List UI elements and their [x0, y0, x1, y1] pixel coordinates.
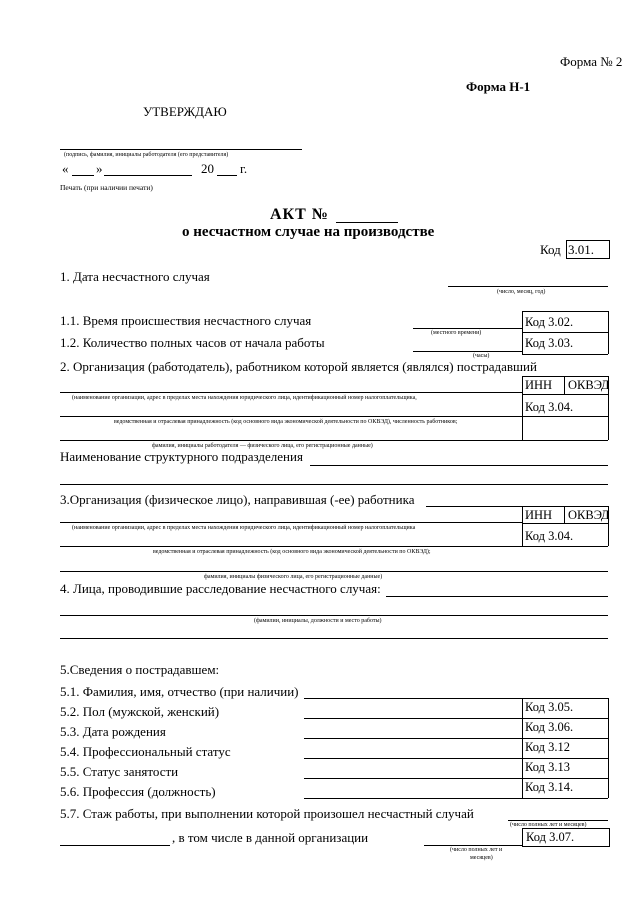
form-number-2: Форма № 2: [560, 54, 623, 69]
victim-code-box[interactable]: [522, 698, 608, 798]
form-number-h1: Форма Н-1: [466, 79, 531, 94]
victim-org-experience-caption-2: месяцев): [470, 855, 493, 861]
box-border: [564, 506, 565, 523]
victim-experience-label: 5.7. Стаж работы, при выполнении которой произошел несчастный случай: [60, 806, 474, 821]
code-3-13: Код 3.13: [525, 760, 570, 774]
accident-date-caption: (число, месяц, год): [497, 289, 546, 295]
sending-org-person-field[interactable]: [60, 571, 608, 572]
year-field[interactable]: [217, 175, 237, 176]
employer-caption-1: (наименование организации, адрес в пределах места нахождения юридического лица, идентификационный номер налогоплательщика,: [72, 395, 417, 401]
victim-experience-caption: (число полных лет и месяцев): [510, 822, 587, 828]
employer-code-3-04: Код 3.04.: [525, 400, 574, 414]
accident-time-field[interactable]: [413, 328, 523, 329]
code-3-03: Код 3.03.: [525, 336, 574, 350]
sending-org-name-field[interactable]: [60, 522, 522, 523]
code-box-divider: [608, 311, 609, 354]
box-border: [522, 758, 608, 759]
victim-name-label: 5.1. Фамилия, имя, отчество (при наличии): [60, 684, 299, 699]
code-3-14: Код 3.14.: [525, 780, 574, 794]
box-border: [522, 778, 608, 779]
code-3-06: Код 3.06.: [525, 720, 574, 734]
approve-heading: УТВЕРЖДАЮ: [143, 104, 227, 119]
subdivision-field[interactable]: [310, 465, 608, 466]
victim-sex-field[interactable]: [304, 718, 522, 719]
accident-time-caption: (местного времени): [431, 330, 482, 336]
investigators-caption: (фамилии, инициалы, должности и место работы): [254, 618, 382, 624]
day-field[interactable]: [72, 175, 94, 176]
code-3-02: Код 3.02.: [525, 315, 574, 329]
work-hours-caption: (часы): [473, 353, 490, 359]
sending-org-code-3-04: Код 3.04.: [525, 529, 574, 543]
title-code-box[interactable]: [566, 240, 610, 259]
employer-industry-field[interactable]: [60, 416, 522, 417]
investigators-field[interactable]: [386, 596, 608, 597]
victim-birth-field[interactable]: [304, 738, 522, 739]
victim-employment-field[interactable]: [304, 778, 522, 779]
accident-date-field[interactable]: [448, 286, 608, 287]
year-prefix: 20: [201, 161, 214, 176]
code-3-07: Код 3.07.: [526, 830, 575, 844]
seal-note: Печать (при наличии печати): [60, 183, 153, 192]
box-border: [522, 416, 608, 417]
sending-org-okved-label: ОКВЭД: [568, 508, 610, 522]
subdivision-field-2[interactable]: [60, 484, 608, 485]
date-quote-open: «: [62, 161, 69, 176]
employer-person-field[interactable]: [60, 440, 522, 441]
code-3-05: Код 3.05.: [525, 700, 574, 714]
victim-profession-field[interactable]: [304, 798, 522, 799]
work-hours-field[interactable]: [413, 351, 523, 352]
victim-info-label: 5.Сведения о пострадавшем:: [60, 662, 220, 677]
investigators-label: 4. Лица, проводившие расследование несчастного случая:: [60, 581, 381, 596]
victim-org-experience-caption-1: (число полных лет и: [450, 847, 503, 853]
act-number-field[interactable]: [336, 222, 398, 223]
sending-org-inn-label: ИНН: [525, 508, 553, 522]
investigators-field-3[interactable]: [60, 638, 608, 639]
victim-birth-label: 5.3. Дата рождения: [60, 724, 166, 739]
victim-org-experience-label: , в том числе в данной организации: [172, 830, 369, 845]
signature-caption: (подпись, фамилия, инициалы работодателя (его представителя): [64, 152, 229, 158]
signature-line[interactable]: [60, 149, 302, 150]
victim-employment-label: 5.5. Статус занятости: [60, 764, 179, 779]
employer-inn-label: ИНН: [525, 378, 553, 392]
sending-org-caption-1: (наименование организации, адрес в пределах места нахождения юридического лица, идентификационный номер налогоплательщика: [72, 525, 416, 531]
title-code-value: 3.01.: [568, 242, 594, 257]
box-border: [564, 376, 565, 394]
code-box-border: [522, 311, 608, 312]
code-box-border: [522, 354, 608, 355]
employer-name-field[interactable]: [60, 392, 522, 393]
victim-profession-label: 5.6. Профессия (должность): [60, 784, 216, 799]
code-3-12: Код 3.12: [525, 740, 570, 754]
box-border: [522, 506, 608, 507]
work-hours-label: 1.2. Количество полных часов от начала работы: [60, 335, 325, 350]
investigators-field-2[interactable]: [60, 615, 608, 616]
box-border: [522, 376, 608, 377]
employer-caption-2: ведомственная и отраслевая принадлежность (код основного вида экономической деятельности по ОКВЭД), численность работников;: [114, 419, 458, 425]
victim-experience-field[interactable]: [508, 820, 608, 821]
sending-org-industry-field[interactable]: [60, 546, 522, 547]
year-suffix: г.: [240, 161, 248, 176]
act-subtitle: о несчастном случае на производстве: [182, 224, 435, 240]
box-border: [608, 698, 609, 798]
sending-org-caption-3: фамилия, инициалы физического лица, его регистрационные данные): [204, 574, 383, 580]
accident-date-label: 1. Дата несчастного случая: [60, 269, 210, 284]
sending-org-label: 3.Организация (физическое лицо), направившая (-ее) работника: [60, 492, 415, 507]
box-border: [522, 546, 608, 547]
box-border: [522, 523, 608, 524]
employer-label: 2. Организация (работодатель), работником которой является (являлся) пострадавший: [60, 359, 537, 374]
victim-sex-label: 5.2. Пол (мужской, женский): [60, 704, 220, 719]
employer-code-box[interactable]: [522, 376, 608, 440]
date-quote-close: »: [96, 161, 103, 176]
code-box-border: [522, 332, 608, 333]
code-3-07-box[interactable]: [522, 828, 610, 847]
accident-time-label: 1.1. Время происшествия несчастного случая: [60, 313, 312, 328]
sending-org-field[interactable]: [426, 506, 522, 507]
box-border: [522, 738, 608, 739]
box-border: [522, 440, 608, 441]
box-border: [522, 798, 608, 799]
box-border: [522, 718, 608, 719]
title-code-label: Код: [540, 242, 561, 257]
subdivision-label: Наименование структурного подразделения: [60, 449, 303, 464]
victim-org-experience-field[interactable]: [424, 845, 522, 846]
victim-prof-status-field[interactable]: [304, 758, 522, 759]
sending-org-caption-2: ведомственная и отраслевая принадлежность (код основного вида экономической деятельности по ОКВЭД);: [153, 549, 431, 555]
employer-caption-3: фамилия, инициалы работодателя — физического лица, его регистрационные данные): [152, 443, 373, 449]
victim-prof-status-label: 5.4. Профессиональный статус: [60, 744, 231, 759]
box-border: [522, 394, 608, 395]
employer-okved-label: ОКВЭД: [568, 378, 610, 392]
act-title: АКТ №: [270, 206, 329, 223]
victim-experience-total-field[interactable]: [60, 845, 170, 846]
sending-org-code-box[interactable]: [522, 506, 608, 546]
month-field[interactable]: [104, 175, 192, 176]
